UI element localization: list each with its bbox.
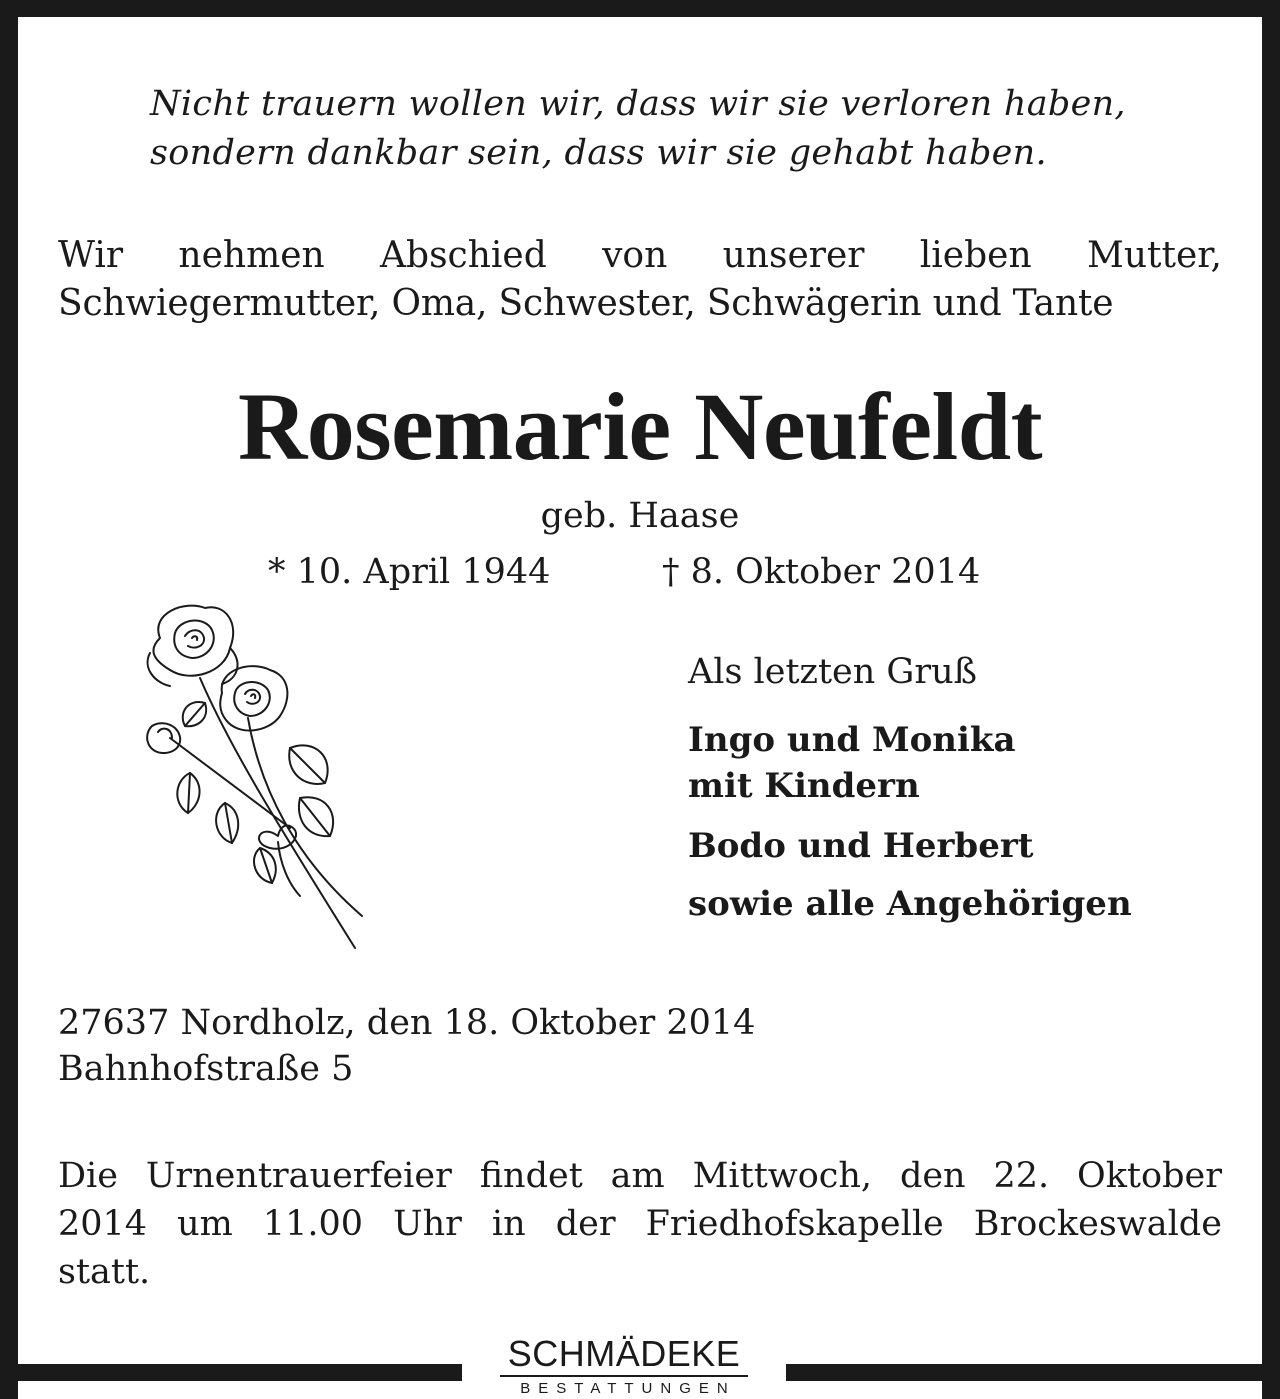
intro-word: Wir (58, 235, 124, 276)
ceremony-word: 11.00 (262, 1204, 364, 1244)
funeral-home-logo (462, 1334, 786, 1399)
ceremony-word: am (610, 1156, 665, 1196)
ceremony-line-3: statt. (58, 1252, 151, 1292)
intro-line-1 (58, 232, 1222, 280)
ceremony-word: den (899, 1156, 966, 1196)
ceremony-line-1 (58, 1152, 1222, 1200)
frame-bottom-border-left (0, 1364, 462, 1381)
ceremony-word: der (555, 1204, 616, 1244)
family-address (58, 1000, 755, 1092)
ceremony-word: findet (479, 1156, 583, 1196)
ceremony-word: Oktober (1077, 1156, 1222, 1196)
death-date: † 8. Oktober 2014 (662, 552, 981, 592)
ceremony-word: Uhr (393, 1204, 462, 1244)
mourner-line: Ingo und Monika (688, 720, 1016, 760)
greeting-text: Als letzten Gruß (688, 652, 978, 692)
address-line-1: 27637 Nordholz, den 18. Oktober 2014 (58, 1003, 756, 1043)
roses-illustration-icon (130, 598, 370, 958)
ceremony-word: in (491, 1204, 526, 1244)
ceremony-word: 2014 (58, 1204, 148, 1244)
motto-line-2: sondern dankbar sein, dass wir sie gehabt haben. (150, 133, 1047, 173)
mourner-line: Bodo und Herbert (688, 826, 1034, 866)
intro-word: lieben (919, 235, 1032, 276)
intro-word: Abschied (380, 235, 547, 276)
intro-word: Mutter, (1086, 235, 1222, 276)
ceremony-line-2 (58, 1200, 1222, 1248)
ceremony-word: 22. (993, 1156, 1050, 1196)
address-line-2: Bahnhofstraße 5 (58, 1049, 354, 1089)
ceremony-word: Die (58, 1156, 118, 1196)
logo-subtitle: BESTATTUNGEN (520, 1380, 736, 1397)
maiden-name: geb. Haase (540, 496, 740, 536)
logo-divider (500, 1375, 748, 1377)
intro-word: nehmen (178, 235, 325, 276)
mourner-line: sowie alle Angehörigen (688, 884, 1132, 924)
ceremony-word: Friedhofskapelle (645, 1204, 944, 1244)
motto-quote (150, 80, 1230, 178)
intro-text (58, 232, 1222, 328)
intro-word: unserer (722, 235, 865, 276)
deceased-name: Rosemarie Neufeldt (237, 373, 1043, 480)
frame-left-border (0, 0, 18, 1399)
intro-word: von (602, 235, 668, 276)
ceremony-word: Urnentrauerfeier (145, 1156, 452, 1196)
motto-line-1: Nicht trauern wollen wir, dass wir sie verloren haben, (150, 84, 1126, 124)
birth-date: * 10. April 1944 (268, 552, 551, 592)
ceremony-word: Brockeswalde (973, 1204, 1222, 1244)
mourner-line: mit Kindern (688, 766, 920, 806)
frame-top-border (0, 0, 1280, 17)
intro-line-2: Schwiegermutter, Oma, Schwester, Schwägerin und Tante (58, 283, 1114, 324)
logo-brand-name: SCHMÄDEKE (507, 1333, 741, 1374)
frame-right-border (1262, 0, 1280, 1399)
ceremony-word: Mittwoch, (692, 1156, 873, 1196)
ceremony-notice (58, 1152, 1222, 1296)
frame-bottom-border-right (786, 1364, 1280, 1381)
ceremony-word: um (177, 1204, 233, 1244)
